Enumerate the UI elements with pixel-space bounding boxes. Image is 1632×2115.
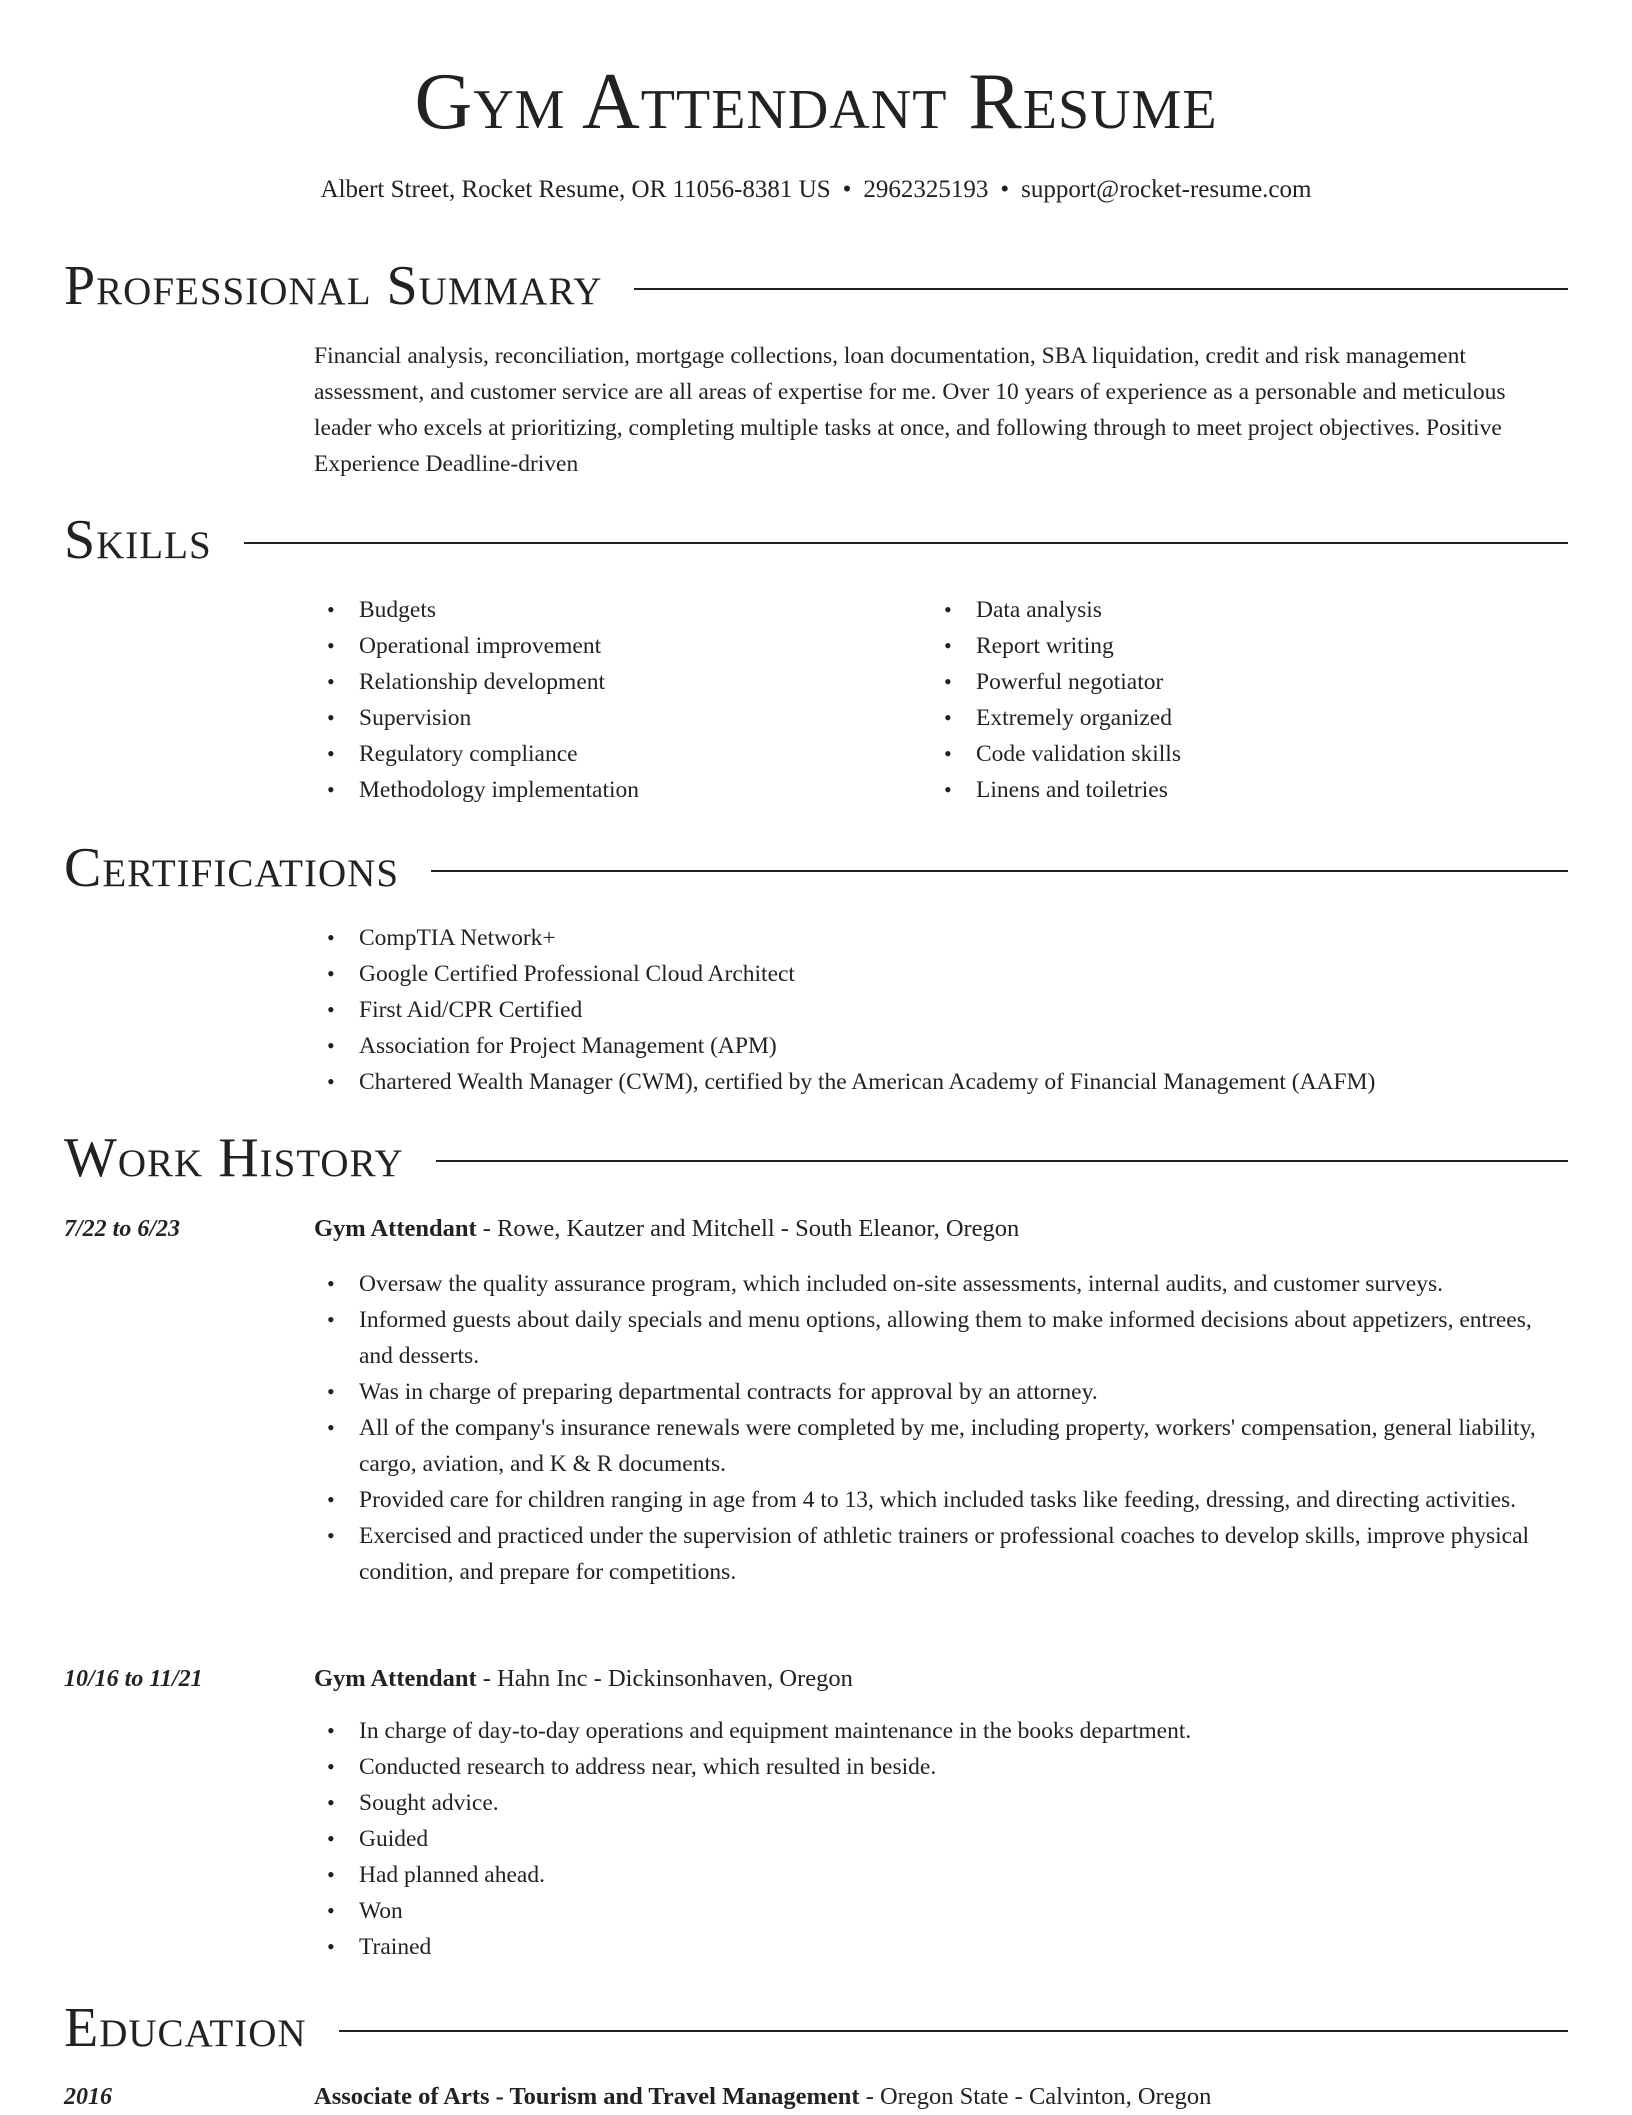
skill-item: • Extremely organized [931,700,1531,736]
section-title: Certifications [64,837,400,899]
job-title: Gym Attendant [314,1665,477,1692]
certification-item: • CompTIA Network+ [314,920,1568,956]
contact-separator: • [1000,176,1010,203]
job-dates: 10/16 to 11/21 [64,1666,203,1692]
skill-item: • Supervision [314,700,914,736]
certification-item: • Chartered Wealth Manager (CWM), certified by the American Academy of Financial Management (AAFM) [314,1064,1568,1100]
job-bullet: • Conducted research to address near, which resulted in beside. [314,1749,1568,1785]
section-divider [244,542,1568,544]
job-bullet: • Sought advice. [314,1785,1568,1821]
contact-separator: • [842,176,852,203]
certifications-list [314,920,1568,1100]
certification-item: • First Aid/CPR Certified [314,992,1568,1028]
job-bullet: • In charge of day-to-day operations and equipment maintenance in the books department. [314,1713,1568,1749]
section-title: Work History [64,1127,404,1189]
job-bullet: • Exercised and practiced under the supervision of athletic trainers or professional coaches to develop skills, improve physical condition, and prepare for competitions. [314,1518,1568,1590]
section-divider [431,870,1568,872]
section-heading-summary [64,255,1568,317]
skill-item: • Code validation skills [931,736,1531,772]
skills-list-right [931,592,1531,808]
skills-list-left [314,592,914,808]
job-bullet: • Trained [314,1929,1568,1965]
job-heading [314,1661,853,1697]
section-heading-skills [64,509,1568,571]
skill-item: • Linens and toiletries [931,772,1531,808]
certification-item: • Association for Project Management (APM) [314,1028,1568,1064]
section-divider [634,288,1568,290]
certification-item: • Google Certified Professional Cloud Architect [314,956,1568,992]
skill-item: • Relationship development [314,664,914,700]
job-bullet: • All of the company's insurance renewals were completed by me, including property, workers' compensation, general liability, cargo, aviation, and K & R documents. [314,1410,1568,1482]
education-heading [314,2079,1211,2115]
skill-item: • Regulatory compliance [314,736,914,772]
job-bullets [314,1266,1568,1590]
skill-item: • Methodology implementation [314,772,914,808]
job-bullet: • Oversaw the quality assurance program, which included on-site assessments, internal audits, and customer surveys. [314,1266,1568,1302]
contact-line [0,174,1632,207]
education-year: 2016 [64,2084,112,2110]
job-bullets [314,1713,1568,1965]
job-heading [314,1211,1019,1247]
section-title: Skills [64,509,212,571]
section-title: Education [64,1997,307,2059]
education-details: - Oregon State - Calvinton, Oregon [859,2083,1212,2110]
education-degree: Associate of Arts - Tourism and Travel Management [314,2083,860,2110]
job-bullet: • Had planned ahead. [314,1857,1568,1893]
job-bullet: • Won [314,1893,1568,1929]
section-heading-certifications [64,837,1568,899]
section-heading-education [64,1997,1568,2059]
skill-item: • Operational improvement [314,628,914,664]
section-heading-work-history [64,1127,1568,1189]
skill-item: • Data analysis [931,592,1531,628]
job-bullet: • Guided [314,1821,1568,1857]
job-bullet: • Was in charge of preparing departmental contracts for approval by an attorney. [314,1374,1568,1410]
contact-phone: 2962325193 [863,176,989,203]
section-title: Professional Summary [64,255,603,317]
job-details: - Rowe, Kautzer and Mitchell - South Eleanor, Oregon [476,1215,1020,1242]
section-divider [339,2030,1568,2032]
contact-email: support@rocket-resume.com [1021,176,1312,203]
skill-item: • Powerful negotiator [931,664,1531,700]
job-details: - Hahn Inc - Dickinsonhaven, Oregon [476,1665,853,1692]
job-bullet: • Provided care for children ranging in age from 4 to 13, which included tasks like feeding, dressing, and directing activities. [314,1482,1568,1518]
skill-item: • Report writing [931,628,1531,664]
resume-title: Gym Attendant Resume [414,58,1218,146]
job-title: Gym Attendant [314,1215,477,1242]
skill-item: • Budgets [314,592,914,628]
job-dates: 7/22 to 6/23 [64,1216,181,1242]
job-bullet: • Informed guests about daily specials and menu options, allowing them to make informed decisions about appetizers, entrees, and desserts. [314,1302,1568,1374]
summary-text: Financial analysis, reconciliation, mortgage collections, loan documentation, SBA liquidation, credit and risk management assessment, and customer service are all areas of expertise for me. Over 10 years of experience as a personable and meticulous leader who excels at prioritizing, completing multiple tasks at once, and following through to meet project objectives. Positive Experience Deadline-driven [314,343,1506,477]
contact-address: Albert Street, Rocket Resume, OR 11056-8381 US [320,176,831,203]
section-divider [436,1160,1568,1162]
